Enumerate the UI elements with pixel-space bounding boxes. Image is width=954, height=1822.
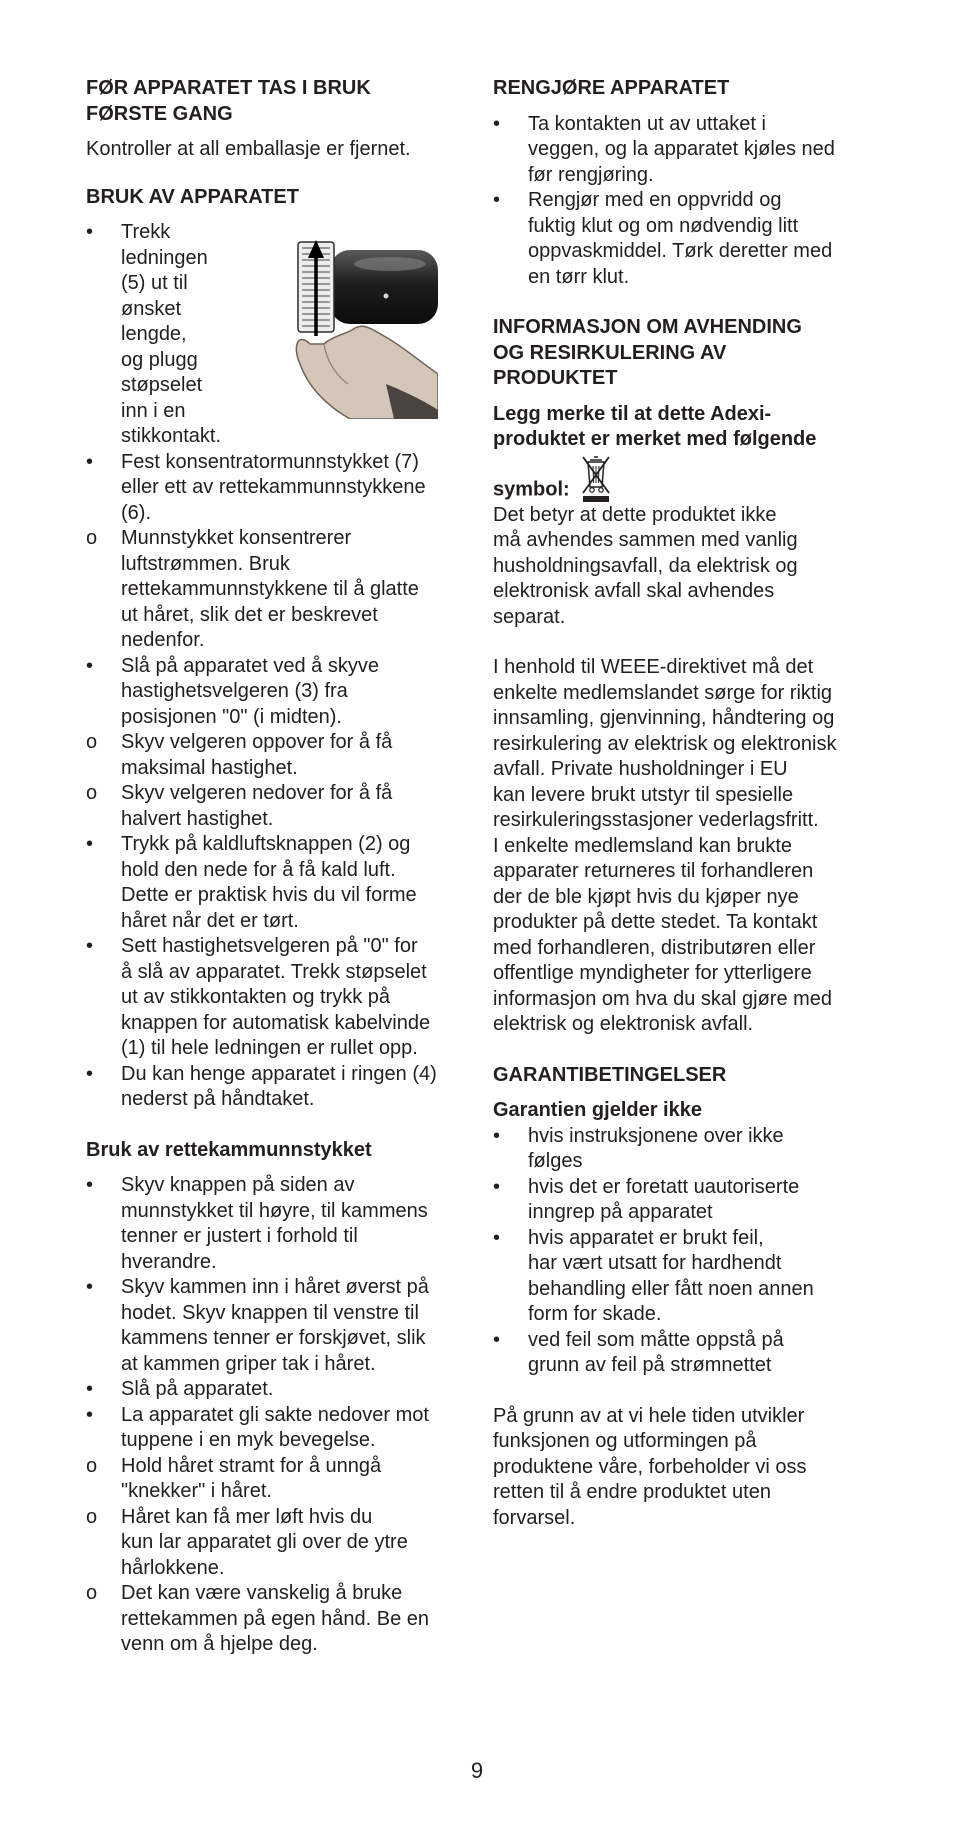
text-line: (5) ut til <box>121 272 188 294</box>
text-line: hold den nede for å få kald luft. <box>121 858 396 881</box>
hair-dryer-photo <box>290 234 438 419</box>
text-line: PRODUKTET <box>493 367 618 389</box>
text-line: nedenfor. <box>121 629 205 651</box>
text-line: resirkulering av elektrisk og elektronisk <box>493 732 837 755</box>
list-item <box>493 1328 875 1379</box>
list-item <box>86 1377 456 1403</box>
list-item-text <box>121 1378 273 1400</box>
warranty-subheading: Garantien gjelder ikke <box>493 1099 702 1121</box>
list-item <box>86 526 456 654</box>
list-item-text <box>528 113 835 186</box>
text-line: Håret kan få mer løft hvis du <box>121 1505 373 1528</box>
heading-line: FØRSTE GANG <box>86 102 233 125</box>
text-line: (1) til hele ledningen er rullet opp. <box>121 1037 418 1059</box>
disposal-notice <box>493 402 875 453</box>
sub-bullet-marker: o <box>86 1582 98 1604</box>
text-line: offentlige myndigheter for ytterligere <box>493 962 812 984</box>
text-line: elektronisk avfall skal avhendes <box>493 580 775 602</box>
bullet-marker: • <box>493 1124 501 1147</box>
text-line: munnstykket til høyre, til kammens <box>121 1199 428 1222</box>
text-line: Munnstykket konsentrerer <box>121 527 352 549</box>
text-line: stikkontakt. <box>121 425 222 447</box>
text-line: halvert hastighet. <box>121 807 274 830</box>
text-line: hastighetsvelgeren (3) fra <box>121 680 348 702</box>
text-line: hvis det er foretatt uautoriserte <box>528 1175 800 1198</box>
text-line: hårlokkene. <box>121 1556 225 1579</box>
text-line: OG RESIRKULERING AV <box>493 341 727 364</box>
list-item <box>86 730 456 781</box>
text-line: Sett hastighetsvelgeren på "0" for <box>121 935 418 957</box>
text-line: ut av stikkontakten og trykk på <box>121 986 391 1008</box>
disposal-paragraph-2 <box>493 655 875 1038</box>
text-line: kan levere brukt utstyr til spesielle <box>493 783 794 806</box>
list-item <box>86 450 456 527</box>
list-item-text <box>121 451 426 524</box>
text-line: håret når det er tørt. <box>121 909 299 932</box>
text-line: venn om å hjelpe deg. <box>121 1633 318 1655</box>
text-line: funksjonen og utformingen på <box>493 1430 757 1452</box>
text-line: Rengjør med en oppvridd og <box>528 189 782 211</box>
text-line: hverandre. <box>121 1250 217 1273</box>
text-line: der de ble kjøpt hvis du kjøper nye <box>493 885 799 908</box>
list-item-text <box>121 655 379 728</box>
text-line: informasjon om hva du skal gjøre med <box>493 987 833 1010</box>
list-item <box>86 1505 456 1582</box>
text-line: luftstrømmen. Bruk <box>121 552 290 575</box>
list-item <box>493 188 875 290</box>
bullet-marker: • <box>493 1175 501 1198</box>
text-line: fuktig klut og om nødvendig litt <box>528 214 799 237</box>
use-list <box>86 220 456 450</box>
text-line: kun lar apparatet gli over de ytre <box>121 1531 408 1553</box>
bullet-marker: • <box>86 833 94 855</box>
text-line: må avhendes sammen med vanlig <box>493 529 798 551</box>
text-line: ønsket <box>121 297 182 320</box>
text-line: elektrisk og elektronisk avfall. <box>493 1013 754 1035</box>
list-item-text <box>121 527 419 651</box>
list-item <box>86 1454 456 1505</box>
text-line: Trekk <box>121 221 171 243</box>
list-item-text <box>528 189 832 288</box>
text-line: INFORMASJON OM AVHENDING <box>493 316 802 338</box>
text-line: produkter på dette stedet. Ta kontakt <box>493 911 818 933</box>
text-line: Du kan henge apparatet i ringen (4) <box>121 1062 437 1085</box>
text-line: inngrep på apparatet <box>528 1201 713 1223</box>
list-item-text <box>121 833 417 932</box>
text-line: På grunn av at vi hele tiden utvikler <box>493 1404 805 1427</box>
heading-line: FØR APPARATET TAS I BRUK <box>86 77 371 99</box>
text-line: innsamling, gjenvinning, håndtering og <box>493 707 835 729</box>
left-column <box>86 76 456 1658</box>
bullet-marker: • <box>86 450 94 473</box>
text-line: maksimal hastighet. <box>121 756 298 779</box>
text-line: Det betyr at dette produktet ikke <box>493 503 777 526</box>
list-item <box>86 1403 456 1454</box>
text-line: retten til å endre produktet uten <box>493 1481 771 1503</box>
bullet-marker: • <box>493 1328 501 1351</box>
text-line: tenner er justert i forhold til <box>121 1225 358 1247</box>
text-line: ut håret, slik det er beskrevet <box>121 603 378 626</box>
list-item-text <box>121 782 392 830</box>
warranty-list <box>493 1124 875 1379</box>
disposal-paragraph-1 <box>493 503 875 631</box>
bullet-marker: • <box>493 1226 501 1249</box>
heading-first-use <box>86 76 456 127</box>
closing-paragraph <box>493 1404 875 1532</box>
text-line: å slå av apparatet. Trekk støpselet <box>121 960 427 983</box>
text-line: Det kan være vanskelig å bruke <box>121 1582 403 1604</box>
text-line: form for skade. <box>528 1303 662 1325</box>
list-item <box>86 832 456 934</box>
text-line: følges <box>528 1150 583 1172</box>
list-item <box>86 781 456 832</box>
list-item <box>86 934 456 1062</box>
clean-list <box>493 112 875 291</box>
text-line: veggen, og la apparatet kjøles ned <box>528 138 835 160</box>
bullet-marker: • <box>86 654 94 677</box>
text-line: separat. <box>493 605 566 628</box>
packaging-text: Kontroller at all emballasje er fjernet. <box>86 138 411 160</box>
text-line: husholdningsavfall, da elektrisk og <box>493 554 798 577</box>
use-list-continued <box>86 450 456 1113</box>
bullet-marker: • <box>86 1378 94 1400</box>
right-column <box>493 76 875 1531</box>
comb-list <box>86 1173 456 1658</box>
text-line: behandling eller fått noen annen <box>528 1277 814 1300</box>
list-item-text <box>528 1329 784 1377</box>
text-line: avfall. Private husholdninger i EU <box>493 758 788 780</box>
bullet-marker: • <box>493 189 501 211</box>
text-line: lengde, <box>121 323 187 345</box>
text-line: at kammen griper tak i håret. <box>121 1352 376 1375</box>
text-line: La apparatet gli sakte nedover mot <box>121 1403 429 1426</box>
list-item <box>86 220 456 450</box>
symbol-label: symbol: <box>493 478 570 500</box>
text-line: posisjonen "0" (i midten). <box>121 705 342 728</box>
text-line: Skyv velgeren oppover for å få <box>121 731 393 753</box>
text-line: apparater returneres til forhandleren <box>493 860 814 882</box>
list-item <box>493 112 875 189</box>
text-line: nederst på håndtaket. <box>121 1088 315 1110</box>
list-item-text <box>121 1276 429 1375</box>
heading-disposal <box>493 315 875 392</box>
list-item-text <box>121 1506 408 1579</box>
list-item-text <box>528 1227 814 1326</box>
text-line: med forhandleren, distributøren eller <box>493 936 816 959</box>
list-item <box>86 1173 456 1275</box>
text-line: eller ett av rettekammunnstykkene <box>121 476 426 498</box>
text-line: har vært utsatt for hardhendt <box>528 1252 782 1274</box>
sub-bullet-marker: o <box>86 731 98 753</box>
text-line: resirkuleringsstasjoner vederlagsfritt. <box>493 809 819 831</box>
heading-use: BRUK AV APPARATET <box>86 185 299 208</box>
text-line: Skyv knappen på siden av <box>121 1174 355 1196</box>
first-item-text <box>121 220 261 450</box>
bullet-marker: • <box>86 1276 94 1298</box>
bullet-marker: • <box>86 935 94 957</box>
text-line: rettekammunnstykkene til å glatte <box>121 578 419 600</box>
text-line: ved feil som måtte oppstå på <box>528 1328 784 1351</box>
text-line: Hold håret stramt for å unngå <box>121 1454 382 1477</box>
list-item <box>86 654 456 731</box>
text-line: Skyv kammen inn i håret øverst på <box>121 1276 429 1298</box>
text-line: knappen for automatisk kabelvinde <box>121 1011 431 1034</box>
list-item-text <box>121 1063 437 1111</box>
bullet-marker: • <box>86 1062 94 1085</box>
text-line: "knekker" i håret. <box>121 1480 272 1502</box>
text-line: hvis instruksjonene over ikke <box>528 1124 784 1147</box>
text-line: og plugg <box>121 348 198 371</box>
bullet-marker: • <box>493 112 501 135</box>
text-line: Ta kontakten ut av uttaket i <box>528 112 766 135</box>
text-line: kammens tenner er forskjøvet, slik <box>121 1327 426 1349</box>
text-line: hvis apparatet er brukt feil, <box>528 1226 764 1249</box>
list-item-text <box>121 935 430 1059</box>
list-item-text <box>528 1176 799 1224</box>
text-line: Dette er praktisk hvis du vil forme <box>121 884 417 906</box>
text-line: enkelte medlemslandet sørge for riktig <box>493 681 833 704</box>
text-line: før rengjøring. <box>528 163 654 186</box>
list-item <box>86 1062 456 1113</box>
heading-warranty: GARANTIBETINGELSER <box>493 1063 727 1086</box>
text-line: hodet. Skyv knappen til venstre til <box>121 1301 419 1324</box>
text-line: forvarsel. <box>493 1506 576 1529</box>
symbol-line <box>493 455 875 503</box>
text-line: (6). <box>121 501 151 524</box>
list-item-text <box>121 731 392 779</box>
list-item <box>86 1275 456 1377</box>
text-line: Legg merke til at dette Adexi- <box>493 402 772 425</box>
list-item-text <box>121 1582 429 1655</box>
text-line: ledningen <box>121 246 208 269</box>
text-line: I enkelte medlemsland kan brukte <box>493 834 793 857</box>
text-line: grunn av feil på strømnettet <box>528 1354 772 1376</box>
list-item-text <box>121 1174 428 1273</box>
text-line: oppvaskmiddel. Tørk deretter med <box>528 240 833 262</box>
list-item <box>493 1175 875 1226</box>
page-number: 9 <box>470 1758 484 1783</box>
list-item-text <box>528 1125 784 1173</box>
list-item-text <box>121 1455 381 1503</box>
text-line: tuppene i en myk bevegelse. <box>121 1429 376 1451</box>
sub-bullet-marker: o <box>86 1454 98 1477</box>
text-line: produktene våre, forbeholder vi oss <box>493 1455 807 1478</box>
bullet-marker: • <box>86 1174 94 1196</box>
text-line: en tørr klut. <box>528 265 630 288</box>
list-item <box>86 1581 456 1658</box>
text-line: Trykk på kaldluftsknappen (2) og <box>121 833 411 855</box>
heading-comb: Bruk av rettekammunnstykket <box>86 1138 372 1161</box>
text-line: produktet er merket med følgende <box>493 428 817 450</box>
list-item <box>493 1226 875 1328</box>
crossed-out-bin-icon <box>581 455 611 503</box>
sub-bullet-marker: o <box>86 782 98 804</box>
list-item <box>493 1124 875 1175</box>
text-line: inn i en <box>121 399 186 422</box>
bullet-marker: • <box>86 1403 94 1426</box>
bullet-marker: • <box>86 221 94 243</box>
text-line: Slå på apparatet. <box>121 1378 274 1400</box>
text-line: Skyv velgeren nedover for å få <box>121 782 393 804</box>
text-line: rettekammen på egen hånd. Be en <box>121 1607 429 1630</box>
list-item-text <box>121 1404 429 1452</box>
sub-bullet-marker: o <box>86 1505 98 1528</box>
text-line: Fest konsentratormunnstykket (7) <box>121 450 419 473</box>
heading-clean: RENGJØRE APPARATET <box>493 77 730 99</box>
text-line: Slå på apparatet ved å skyve <box>121 654 379 677</box>
sub-bullet-marker: o <box>86 527 98 549</box>
text-line: I henhold til WEEE-direktivet må det <box>493 656 814 678</box>
text-line: støpselet <box>121 374 203 396</box>
